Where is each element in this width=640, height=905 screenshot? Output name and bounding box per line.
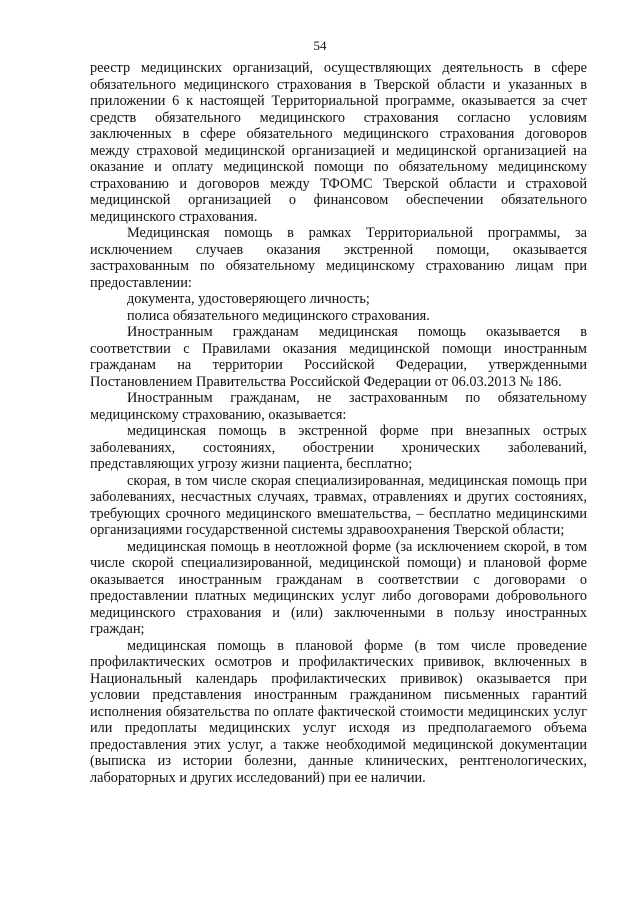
page-number: 54 bbox=[313, 38, 327, 53]
paragraph-emergency-care: медицинская помощь в экстренной форме при внезапных острых заболеваниях, состояниях, обострении хронических заболеваний, представляющих угрозу жизни пациента, бесплатно; bbox=[90, 423, 587, 472]
document-body bbox=[90, 60, 587, 786]
paragraph-registry-continuation: реестр медицинских организаций, осуществляющих деятельность в сфере обязательного медицинского страхования в Тверской области и указанных в приложении 6 к настоящей Территориальной программе, оказывается за счет средств обязательного медицинского страхования согласно условиям заключенных в сфере обязательного медицинского страхования договоров между страховой медицинской организацией и медицинской организацией на оказание и оплату медицинской помощи по обязательному медицинскому страхованию и договоров между ТФОМС Тверской области и страховой медицинской организацией о финансовом обеспечении обязательного медицинского страхования. bbox=[90, 60, 587, 225]
paragraph-insured-care-conditions: Медицинская помощь в рамках Территориальной программы, за исключением случаев оказания экстренной помощи, оказывается застрахованным по обязательному медицинскому страхованию лицам при предоставлении: bbox=[90, 225, 587, 291]
paragraph-planned-care-guarantees: медицинская помощь в плановой форме (в том числе проведение профилактических осмотров и профилактических прививок, включенных в Национальный календарь профилактических прививок) оказывается при условии представления иностранным гражданином письменных гарантий исполнения обязательства по оплате фактической стоимости медицинских услуг или предоплаты медицинских услуг исходя из предполагаемого объема предоставления этих услуг, а также необходимой медицинской документации (выписка из истории болезни, данные клинических, рентгенологических, лабораторных и других исследований) при ее наличии. bbox=[90, 637, 587, 786]
paragraph-ambulance-care: скорая, в том числе скорая специализированная, медицинская помощь при заболеваниях, несчастных случаях, травмах, отравлениях и других состояниях, требующих срочного медицинского вмешательства, – бесплатно медицинскими организациями государственной системы здравоохранения Тверской области; bbox=[90, 472, 587, 538]
paragraph-uninsured-foreigners-intro: Иностранным гражданам, не застрахованным по обязательному медицинскому страхованию, оказывается: bbox=[90, 390, 587, 423]
paragraph-insurance-policy: полиса обязательного медицинского страхования. bbox=[127, 307, 430, 324]
paragraph-urgent-planned-care: медицинская помощь в неотложной форме (за исключением скорой, в том числе скорой специализированной, медицинской помощи) и плановой форме оказывается иностранным гражданам в соответствии с договорами о предоставлении платных медицинских услуг либо договорами добровольного медицинского страхования и (или) заключенными в пользу иностранных граждан; bbox=[90, 538, 587, 637]
paragraph-foreign-citizens-rules: Иностранным гражданам медицинская помощь оказывается в соответствии с Правилами оказания медицинской помощи иностранным гражданам на территории Российской Федерации, утвержденными Постановлением Правительства Российской Федерации от 06.03.2013 № 186. bbox=[90, 324, 587, 390]
paragraph-identity-document: документа, удостоверяющего личность; bbox=[127, 291, 370, 307]
